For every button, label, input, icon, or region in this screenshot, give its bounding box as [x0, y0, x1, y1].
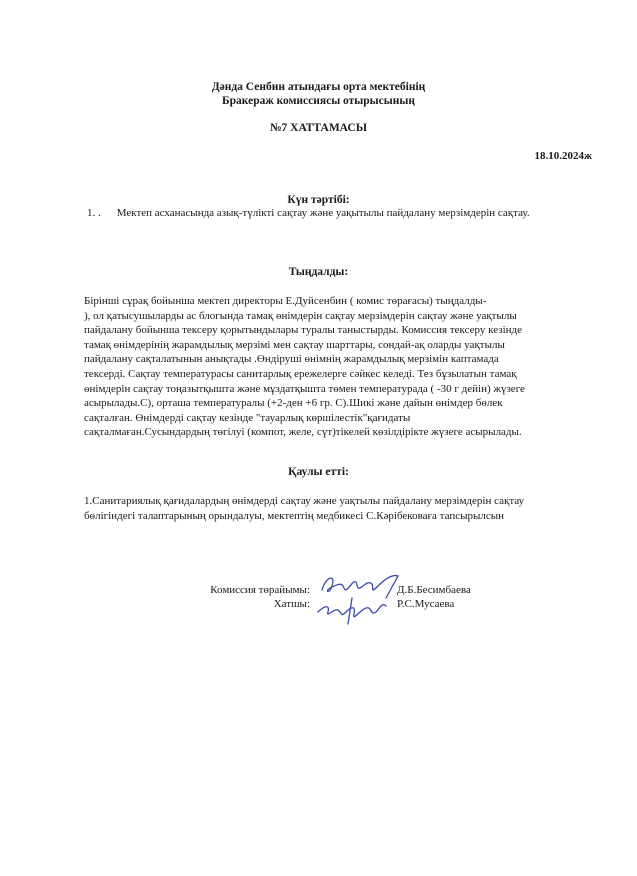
- heard-line: өнімдерін сақтау тоңазытқышта және мұздатқышта төмен температурада ( -30 г дейін) жүзеге: [84, 382, 525, 395]
- agenda-item-text: Мектеп асханасында азық-түлікті сақтау және уақытылы пайдалану мерзімдерін сақтау.: [116, 207, 530, 219]
- decided-heading: Қаулы етті:: [288, 466, 349, 478]
- school-name: Дәнда Сенбин атындағы орта мектебінің: [211, 81, 426, 93]
- protocol-date: 18.10.2024ж: [534, 150, 592, 162]
- agenda-item-number: 1. .: [87, 207, 101, 219]
- handwritten-signatures: [312, 568, 412, 628]
- heard-line: асырылады.С), орташа температуралы (+2-ден +6 гр. С).Шикі және дайын өнімдер бөлек: [84, 397, 503, 410]
- heard-heading: Тыңдалды:: [288, 266, 349, 278]
- heard-line: ), ол қатысушыларды ас блогында тамақ өнімдерін сақтау мерзімдерін сақтау және уақтылы: [84, 309, 517, 322]
- heard-line: пайдалану бойынша тексеру қорытындылары туралы таныстырды. Комиссия тексеру кезінде: [84, 324, 522, 337]
- agenda-item: [87, 207, 530, 219]
- decided-line: бөлігіндегі талаптарының орындалуы, мектептің медбикесі С.Кәрібековаға тапсырылсын: [84, 509, 505, 522]
- heard-paragraph: [84, 294, 604, 440]
- chair-role: Комиссия төрайымы:: [210, 584, 310, 596]
- heard-line: сақталған. Өнімдерді сақтау кезінде "тауарлық көршілестік"қағидаты: [84, 411, 411, 424]
- agenda-heading: Күн тәртібі:: [287, 194, 350, 206]
- secretary-name: Р.С.Мусаева: [397, 598, 455, 610]
- chair-name: Д.Б.Бесимбаева: [397, 584, 471, 596]
- secretary-role: Хатшы:: [273, 598, 310, 610]
- heard-line: пайдалану сақталатынын анықтады .Өндіруші өнімнің жарамдылық мерзімін каптамада: [84, 353, 499, 366]
- heard-line: сақталмаған.Сусындардың төгілуі (компот, желе, сүт)тікелей көзілдірікте жүзеге асырылады.: [84, 426, 522, 439]
- heard-line: Бірінші сұрақ бойынша мектеп директоры Е.Дуйсенбин ( комис төрағасы) тыңдалды-: [84, 295, 487, 307]
- document-header: [0, 80, 637, 108]
- secretary-signature: [318, 598, 386, 624]
- decided-paragraph: [84, 494, 624, 523]
- commission-name: Бракераж комиссиясы отырысының: [222, 95, 415, 107]
- heard-line: тексерді. Сақтау температурасы санитарлық ережелерге сәйкес келеді. Тез бұзылатын тамақ: [84, 367, 517, 380]
- decided-line: 1.Санитариялық қағидалардың өнімдерді сақтау және уақтылы пайдалану мерзімдерін сақтау: [84, 495, 525, 507]
- heard-line: тамақ өнімдерінің жарамдылық мерзімі мен сақтау шарттары, сондай-ақ оларды уақтылы: [84, 338, 505, 351]
- protocol-title: №7 ХАТТАМАСЫ: [269, 122, 368, 134]
- chair-signature: [322, 576, 398, 598]
